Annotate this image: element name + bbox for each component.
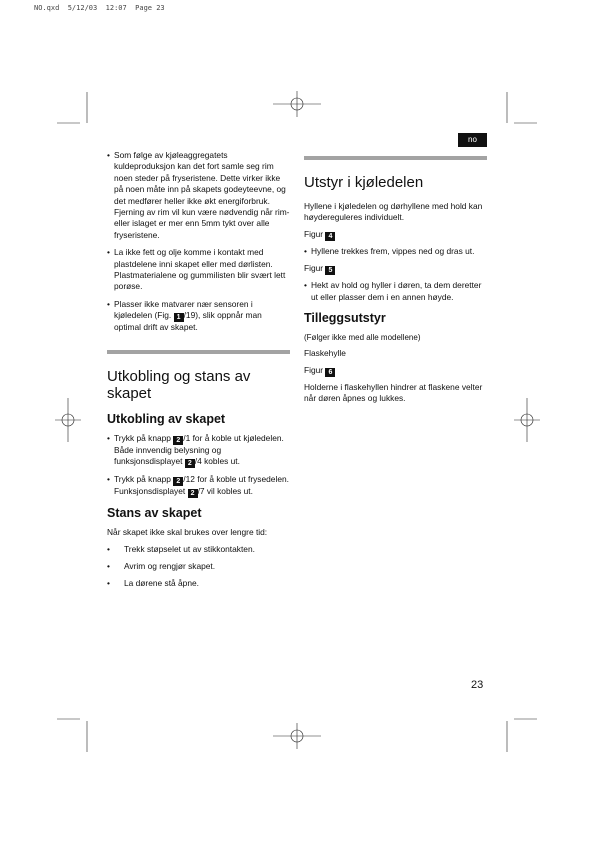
- shutdown-list: [107, 544, 290, 590]
- figure-ref-box: 6: [325, 368, 335, 377]
- registration-mark-bottom: [273, 723, 321, 749]
- section-rule: [107, 350, 290, 354]
- list-item: • La dørene stå åpne.: [107, 578, 290, 589]
- figure-ref-box: 5: [325, 266, 335, 275]
- paragraph: (Følger ikke med alle modellene): [304, 333, 421, 343]
- figure-ref-box: 2: [185, 459, 195, 468]
- print-slug: NO.qxd 5/12/03 12:07 Page 23: [34, 4, 165, 12]
- section-rule: [304, 156, 487, 160]
- figure-ref-box: 2: [173, 477, 183, 486]
- paragraph: Når skapet ikke skal brukes over lengre tid:: [107, 527, 268, 538]
- paragraph: Holderne i flaskehyllen hindrer at flaskene velter når døren åpnes og lukkes.: [304, 381, 483, 404]
- list-item: • Som følge av kjøleaggregatets kuldeproduksjon kan det fort samle seg rim noen steder på fryseristene. Dette virker ikke på noen måte inn på skapets godeyteevne, og det medfører heller ikke økt energiforbruk. Fjerning av rim vil kun være nødvendig når rim- eller islaget er mer enn 5mm tykt over alle fryseristene.: [107, 150, 290, 241]
- list-item: • Trykk på knapp 2 /1 for å koble ut kjøledelen. Både innvendig belysning og funksjonsdisplayet 2 /4 kobles ut.: [107, 433, 290, 468]
- left-column: [107, 150, 290, 596]
- list-item: • Hekt av hold og hyller i døren, ta dem deretter ut eller plasser dem i en annen høyde.: [304, 280, 487, 303]
- list-item: • Plasser ikke matvarer nær sensoren i kjøledelen (Fig. 1 /19), slik oppnår man optimal drift av skapet.: [107, 299, 290, 334]
- list-item: • Hyllene trekkes frem, vippes ned og dras ut.: [304, 246, 487, 257]
- list-item: • La ikke fett og olje komme i kontakt med plastdelene inni skapet eller med dørlisten. Plastmaterialene og gummilisten blir svært lett porøse.: [107, 247, 290, 293]
- figure-ref-box: 2: [173, 436, 183, 445]
- subsection-heading: Utkobling av skapet: [107, 411, 226, 426]
- warning-list: [107, 150, 290, 334]
- list-item: • Avrim og rengjør skapet.: [107, 561, 290, 572]
- door-shelf-list: [304, 280, 487, 303]
- figure-reference: Figur 6: [304, 365, 487, 377]
- paragraph: Hyllene i kjøledelen og dørhyllene med hold kan høydereguleres individuelt.: [304, 201, 483, 223]
- section-heading: Utkobling og stans av skapet: [107, 367, 251, 402]
- subsection-heading: Tilleggsutstyr: [304, 311, 386, 326]
- figure-ref-box: 4: [325, 232, 335, 241]
- figure-reference: Figur 5: [304, 263, 487, 275]
- figure-ref-box: 2: [188, 489, 198, 498]
- list-item: • Trekk støpselet ut av stikkontakten.: [107, 544, 290, 555]
- section-heading: Utstyr i kjøledelen: [304, 174, 424, 191]
- right-column: [304, 150, 487, 410]
- list-item: • Trykk på knapp 2 /12 for å koble ut frysedelen. Funksjonsdisplayet 2 /7 vil kobles ut.: [107, 474, 290, 498]
- subsection-heading: Stans av skapet: [107, 506, 202, 521]
- registration-mark-left: [55, 398, 81, 442]
- shelf-list: [304, 246, 487, 257]
- page-number: 23: [471, 679, 484, 691]
- figure-ref-box: 1: [174, 313, 184, 322]
- item-title: Flaskehylle: [304, 348, 346, 359]
- switch-off-list: [107, 433, 290, 498]
- language-badge: no: [458, 133, 487, 147]
- registration-mark-right: [514, 398, 540, 442]
- figure-reference: Figur 4: [304, 229, 487, 241]
- registration-mark-top: [273, 91, 321, 117]
